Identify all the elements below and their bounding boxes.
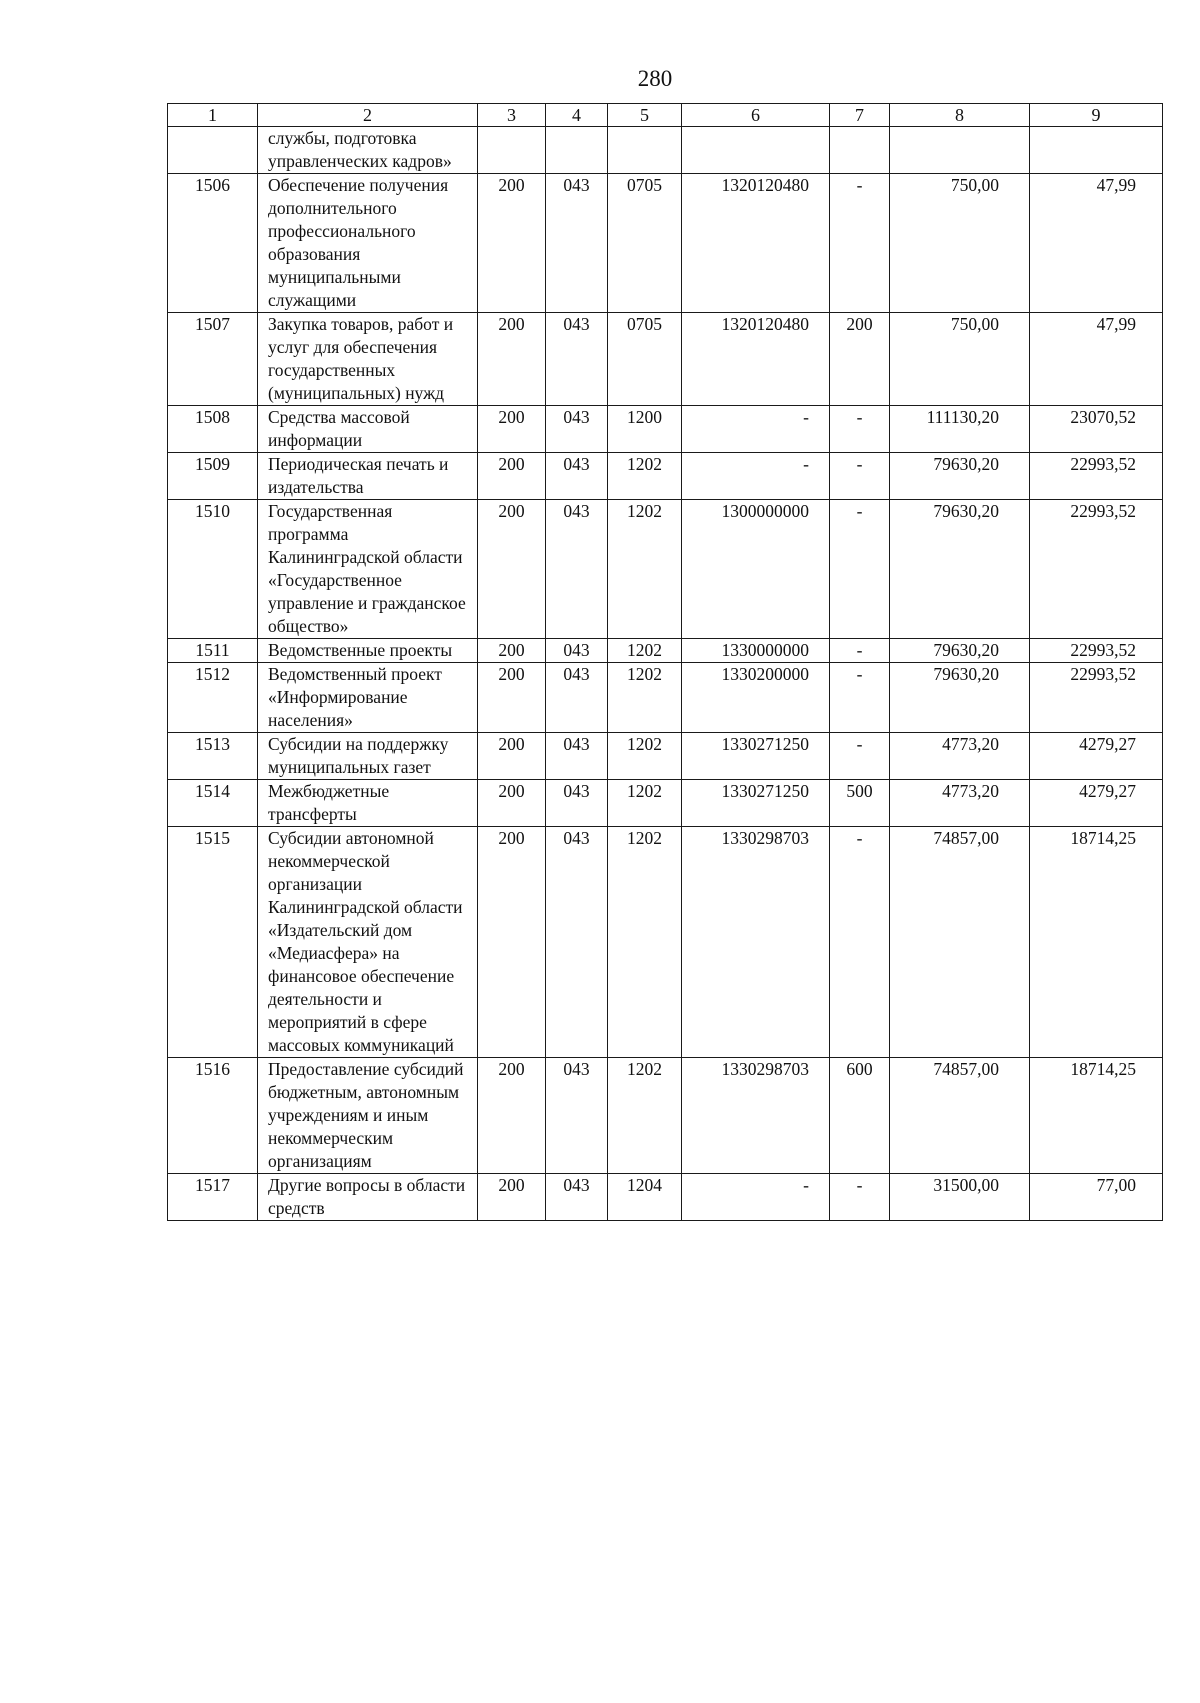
row-number: 1514 <box>168 780 258 827</box>
cell-col7: - <box>830 1174 890 1221</box>
row-number: 1508 <box>168 406 258 453</box>
table-row <box>168 453 1163 500</box>
cell-col4: 043 <box>546 780 608 827</box>
cell-col8: 4773,20 <box>890 733 1030 780</box>
cell-col6: 1330271250 <box>682 733 830 780</box>
cell-col6: - <box>682 406 830 453</box>
cell-col6: - <box>682 453 830 500</box>
cell-col9: 22993,52 <box>1030 500 1163 639</box>
row-number: 1506 <box>168 174 258 313</box>
cell-col5: 1202 <box>608 1058 682 1174</box>
row-name: Ведомственные проекты <box>258 639 478 663</box>
table-row <box>168 733 1163 780</box>
cell-col9: 22993,52 <box>1030 663 1163 733</box>
cell-col8: 750,00 <box>890 313 1030 406</box>
cell-col7: 500 <box>830 780 890 827</box>
column-header: 9 <box>1030 104 1163 127</box>
header-row <box>168 104 1163 127</box>
cell-col9: 47,99 <box>1030 174 1163 313</box>
budget-table <box>167 103 1163 1221</box>
cell-col4: 043 <box>546 406 608 453</box>
table-row <box>168 174 1163 313</box>
row-name: Средства массовой информации <box>258 406 478 453</box>
cell-col3: 200 <box>478 639 546 663</box>
cell-col4: 043 <box>546 827 608 1058</box>
row-name: Другие вопросы в области средств <box>258 1174 478 1221</box>
cell-col5: 1202 <box>608 639 682 663</box>
row-name: службы, подготовка управленческих кадров» <box>258 127 478 174</box>
cell-col3: 200 <box>478 500 546 639</box>
column-header: 4 <box>546 104 608 127</box>
cell-col7 <box>830 127 890 174</box>
cell-col8 <box>890 127 1030 174</box>
cell-col5: 1204 <box>608 1174 682 1221</box>
cell-col8: 31500,00 <box>890 1174 1030 1221</box>
cell-col3: 200 <box>478 174 546 313</box>
row-name: Обеспечение получения дополнительного профессионального образования муниципальными служащими <box>258 174 478 313</box>
row-name: Межбюджетные трансферты <box>258 780 478 827</box>
cell-col9: 23070,52 <box>1030 406 1163 453</box>
cell-col5: 1202 <box>608 733 682 780</box>
cell-col5: 0705 <box>608 313 682 406</box>
cell-col3 <box>478 127 546 174</box>
table-row <box>168 406 1163 453</box>
table-row <box>168 500 1163 639</box>
cell-col8: 74857,00 <box>890 827 1030 1058</box>
cell-col6: 1320120480 <box>682 174 830 313</box>
cell-col7: - <box>830 174 890 313</box>
cell-col8: 79630,20 <box>890 639 1030 663</box>
cell-col5: 1202 <box>608 827 682 1058</box>
cell-col5: 1202 <box>608 663 682 733</box>
cell-col5: 1202 <box>608 453 682 500</box>
row-number <box>168 127 258 174</box>
cell-col6 <box>682 127 830 174</box>
cell-col7: - <box>830 406 890 453</box>
table-row <box>168 663 1163 733</box>
cell-col5: 1202 <box>608 500 682 639</box>
cell-col7: - <box>830 500 890 639</box>
cell-col7: - <box>830 663 890 733</box>
cell-col5 <box>608 127 682 174</box>
cell-col9: 18714,25 <box>1030 827 1163 1058</box>
table-row <box>168 827 1163 1058</box>
row-number: 1509 <box>168 453 258 500</box>
cell-col4: 043 <box>546 1058 608 1174</box>
cell-col4: 043 <box>546 1174 608 1221</box>
row-number: 1512 <box>168 663 258 733</box>
cell-col6: 1330298703 <box>682 1058 830 1174</box>
cell-col6: 1330000000 <box>682 639 830 663</box>
cell-col9: 47,99 <box>1030 313 1163 406</box>
column-header: 8 <box>890 104 1030 127</box>
table-row <box>168 1058 1163 1174</box>
column-header: 2 <box>258 104 478 127</box>
column-header: 7 <box>830 104 890 127</box>
cell-col3: 200 <box>478 1058 546 1174</box>
cell-col5: 1200 <box>608 406 682 453</box>
cell-col9 <box>1030 127 1163 174</box>
cell-col4 <box>546 127 608 174</box>
cell-col7: 200 <box>830 313 890 406</box>
row-number: 1517 <box>168 1174 258 1221</box>
table-row <box>168 313 1163 406</box>
page-number: 280 <box>637 66 673 91</box>
cell-col5: 1202 <box>608 780 682 827</box>
cell-col8: 4773,20 <box>890 780 1030 827</box>
row-name: Предоставление субсидий бюджетным, автономным учреждениям и иным некоммерческим организациям <box>258 1058 478 1174</box>
cell-col4: 043 <box>546 500 608 639</box>
cell-col3: 200 <box>478 313 546 406</box>
row-name: Периодическая печать и издательства <box>258 453 478 500</box>
row-name: Субсидии на поддержку муниципальных газет <box>258 733 478 780</box>
row-number: 1516 <box>168 1058 258 1174</box>
cell-col9: 4279,27 <box>1030 780 1163 827</box>
cell-col7: - <box>830 453 890 500</box>
cell-col4: 043 <box>546 639 608 663</box>
row-name: Закупка товаров, работ и услуг для обеспечения государственных (муниципальных) нужд <box>258 313 478 406</box>
column-header: 1 <box>168 104 258 127</box>
row-number: 1515 <box>168 827 258 1058</box>
cell-col3: 200 <box>478 733 546 780</box>
row-name: Государственная программа Калининградской области «Государственное управление и гражданское общество» <box>258 500 478 639</box>
cell-col9: 22993,52 <box>1030 453 1163 500</box>
cell-col8: 79630,20 <box>890 500 1030 639</box>
cell-col9: 77,00 <box>1030 1174 1163 1221</box>
cell-col7: - <box>830 639 890 663</box>
cell-col6: 1320120480 <box>682 313 830 406</box>
cell-col4: 043 <box>546 174 608 313</box>
cell-col6: 1330271250 <box>682 780 830 827</box>
cell-col4: 043 <box>546 663 608 733</box>
cell-col3: 200 <box>478 453 546 500</box>
cell-col8: 750,00 <box>890 174 1030 313</box>
cell-col3: 200 <box>478 780 546 827</box>
row-number: 1510 <box>168 500 258 639</box>
cell-col8: 79630,20 <box>890 663 1030 733</box>
cell-col7: 600 <box>830 1058 890 1174</box>
cell-col8: 74857,00 <box>890 1058 1030 1174</box>
cell-col3: 200 <box>478 1174 546 1221</box>
cell-col3: 200 <box>478 827 546 1058</box>
cell-col8: 111130,20 <box>890 406 1030 453</box>
table-row <box>168 639 1163 663</box>
cell-col6: 1330298703 <box>682 827 830 1058</box>
cell-col8: 79630,20 <box>890 453 1030 500</box>
table-row <box>168 127 1163 174</box>
cell-col9: 4279,27 <box>1030 733 1163 780</box>
cell-col6: - <box>682 1174 830 1221</box>
cell-col9: 22993,52 <box>1030 639 1163 663</box>
row-number: 1511 <box>168 639 258 663</box>
cell-col3: 200 <box>478 663 546 733</box>
row-number: 1507 <box>168 313 258 406</box>
cell-col5: 0705 <box>608 174 682 313</box>
row-name: Ведомственный проект «Информирование населения» <box>258 663 478 733</box>
row-name: Субсидии автономной некоммерческой организации Калининградской области «Издательский дом «Медиасфера» на финансовое обеспечение деятельности и мероприятий в сфере массовых коммуникаций <box>258 827 478 1058</box>
column-header: 5 <box>608 104 682 127</box>
cell-col6: 1330200000 <box>682 663 830 733</box>
cell-col7: - <box>830 733 890 780</box>
table-row <box>168 780 1163 827</box>
cell-col4: 043 <box>546 453 608 500</box>
table-row <box>168 1174 1163 1221</box>
cell-col4: 043 <box>546 733 608 780</box>
cell-col6: 1300000000 <box>682 500 830 639</box>
row-number: 1513 <box>168 733 258 780</box>
cell-col7: - <box>830 827 890 1058</box>
cell-col4: 043 <box>546 313 608 406</box>
column-header: 3 <box>478 104 546 127</box>
column-header: 6 <box>682 104 830 127</box>
cell-col9: 18714,25 <box>1030 1058 1163 1174</box>
cell-col3: 200 <box>478 406 546 453</box>
